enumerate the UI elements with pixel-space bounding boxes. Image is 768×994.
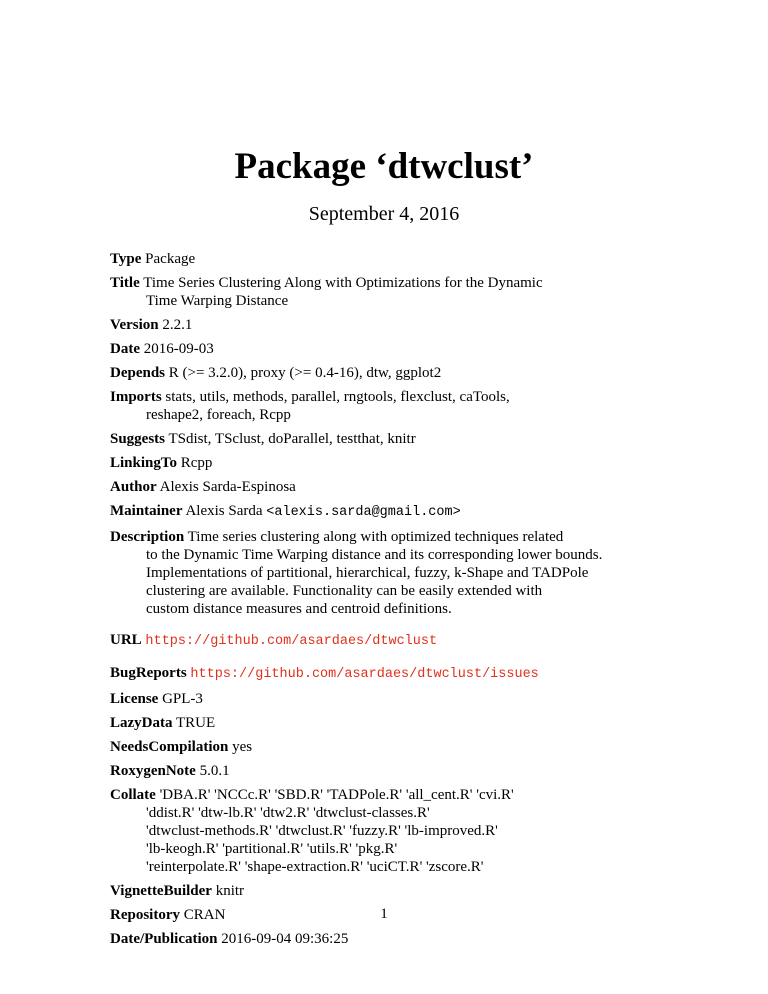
field-value: custom distance measures and centroid definitions. — [146, 601, 452, 617]
field-date — [110, 340, 670, 358]
field-label: RoxygenNote — [110, 763, 196, 779]
package-fields — [110, 250, 670, 954]
field-value: Alexis Sarda-Espinosa — [159, 479, 296, 495]
field-title — [110, 274, 670, 310]
field-label: Collate — [110, 787, 156, 803]
field-label: Depends — [110, 365, 166, 381]
field-label: URL — [110, 632, 142, 648]
field-value: R (>= 3.2.0), proxy (>= 0.4-16), dtw, ggplot2 — [168, 365, 442, 381]
field-value: Alexis Sarda — [185, 503, 267, 519]
field-label: Maintainer — [110, 503, 183, 519]
field-value: Time Warping Distance — [146, 293, 289, 309]
field-label: VignetteBuilder — [110, 883, 212, 899]
field-license — [110, 690, 670, 708]
field-label: BugReports — [110, 665, 187, 681]
field-label: Suggests — [110, 431, 166, 447]
field-datepublication — [110, 930, 670, 948]
field-value: 'dtwclust-methods.R' 'dtwclust.R' 'fuzzy.R' 'lb-improved.R' — [146, 823, 498, 839]
field-value: Package — [145, 251, 196, 267]
field-bugreports — [110, 664, 670, 684]
field-label: Version — [110, 317, 159, 333]
page-title: Package ‘dtwclust’ — [234, 146, 534, 187]
field-label: Title — [110, 275, 140, 291]
field-label: LazyData — [110, 715, 173, 731]
field-value: 2016-09-04 09:36:25 — [221, 931, 349, 947]
field-value: 'ddist.R' 'dtw-lb.R' 'dtw2.R' 'dtwclust-classes.R' — [146, 805, 430, 821]
field-value: 5.0.1 — [199, 763, 230, 779]
field-value: 2016-09-03 — [143, 341, 214, 357]
field-value: knitr — [215, 883, 245, 899]
field-value: Time series clustering along with optimized techniques related — [187, 529, 564, 545]
field-value: stats, utils, methods, parallel, rngtools, flexclust, caTools, — [165, 389, 510, 405]
field-value: Rcpp — [180, 455, 213, 471]
field-needscompilation — [110, 738, 670, 756]
field-value: 'DBA.R' 'NCCc.R' 'SBD.R' 'TADPole.R' 'all_cent.R' 'cvi.R' — [159, 787, 514, 803]
field-author — [110, 478, 670, 496]
field-roxygennote — [110, 762, 670, 780]
field-value: 'lb-keogh.R' 'partitional.R' 'utils.R' 'pkg.R' — [146, 841, 398, 857]
field-linkingto — [110, 454, 670, 472]
field-label: License — [110, 691, 159, 707]
field-value: GPL-3 — [162, 691, 203, 707]
field-label: Date/Publication — [110, 931, 218, 947]
field-label: Repository — [110, 907, 180, 923]
field-value: Time Series Clustering Along with Optimizations for the Dynamic — [143, 275, 543, 291]
field-imports — [110, 388, 670, 424]
field-label: LinkingTo — [110, 455, 177, 471]
field-version — [110, 316, 670, 334]
page-date: September 4, 2016 — [308, 203, 460, 225]
field-label: Author — [110, 479, 157, 495]
field-collate — [110, 786, 670, 876]
field-value: to the Dynamic Time Warping distance and its corresponding lower bounds. — [146, 547, 603, 563]
field-label: Description — [110, 529, 185, 545]
field-url — [110, 631, 670, 651]
field-lazydata — [110, 714, 670, 732]
page-number: 1 — [380, 906, 388, 922]
field-suggests — [110, 430, 670, 448]
field-type — [110, 250, 670, 268]
field-label: Imports — [110, 389, 162, 405]
field-label: Type — [110, 251, 142, 267]
field-value: clustering are available. Functionality can be easily extended with — [146, 583, 543, 599]
field-description — [110, 528, 670, 618]
field-value: yes — [232, 739, 253, 755]
field-maintainer — [110, 502, 670, 522]
field-value: 2.2.1 — [162, 317, 193, 333]
field-value: reshape2, foreach, Rcpp — [146, 407, 291, 423]
field-value: TSdist, TSclust, doParallel, testthat, knitr — [168, 431, 416, 447]
field-value: CRAN — [183, 907, 226, 923]
field-value: Implementations of partitional, hierarchical, fuzzy, k-Shape and TADPole — [146, 565, 589, 581]
field-value: 'reinterpolate.R' 'shape-extraction.R' 'uciCT.R' 'zscore.R' — [146, 859, 484, 875]
bugreports-link[interactable]: https://github.com/asardaes/dtwclust/issues — [190, 667, 539, 682]
field-depends — [110, 364, 670, 382]
field-value: TRUE — [175, 715, 216, 731]
field-label: NeedsCompilation — [110, 739, 229, 755]
maintainer-email: <alexis.sarda@gmail.com> — [266, 505, 461, 520]
field-vignettebuilder — [110, 882, 670, 900]
url-link[interactable]: https://github.com/asardaes/dtwclust — [145, 634, 438, 649]
field-label: Date — [110, 341, 140, 357]
